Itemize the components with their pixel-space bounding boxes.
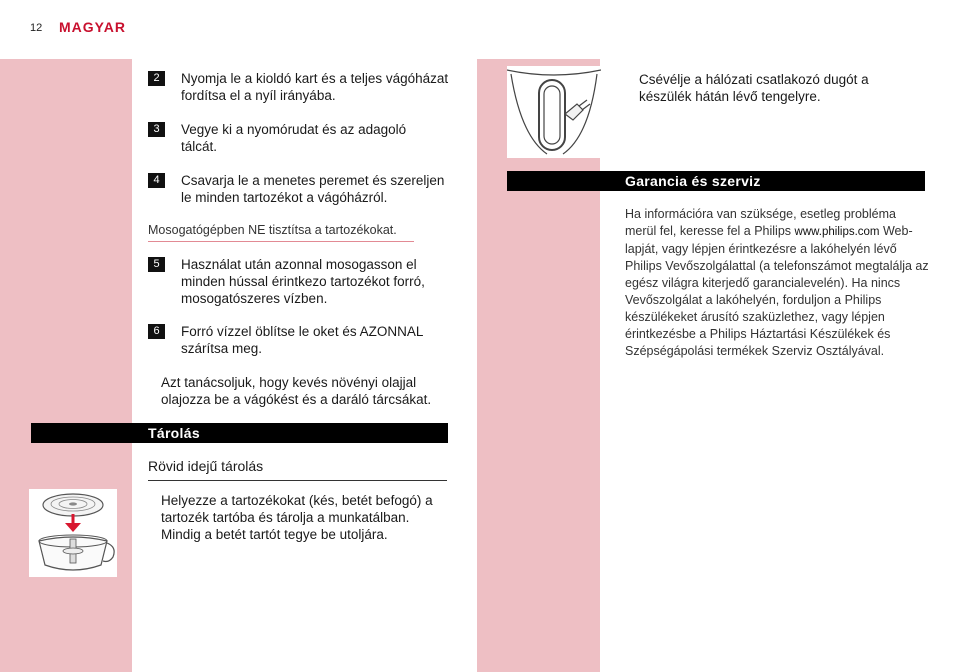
step-text-6: Forró vízzel öblítse le oket és AZONNAL szárítsa meg. [181,324,423,356]
warranty-text-intro: Ha információra van szüksége, esetleg probléma merül fel, keresse fel a Philips [625,207,896,238]
oil-tip: Azt tanácsoljuk, hogy kevés növényi olajjal olajozza be a vágókést és a daráló tárcsákat. [161,375,432,407]
step-number-4: 4 [148,173,165,188]
storage-section-title: Tárolás [148,425,200,441]
cord-winding-illustration [507,66,601,158]
storage-illustration [29,489,117,577]
language-heading: MAGYAR [59,19,126,35]
philips-website-url: www.philips.com [794,226,880,238]
short-storage-subheading: Rövid idejű tárolás [148,458,264,474]
step-text-4: Csavarja le a menetes peremet és szereljen le minden tartozékot a vágóházról. [181,173,445,205]
storage-instructions: Helyezze a tartozékokat (kés, betét befogó) a tartozék tartóba és tárolja a munkatálban. Mindig a betét tartót tegye be utoljára. [161,493,433,542]
warranty-text-rest: Web-lapját, vagy lépjen érintkezésre a lakóhelyén lévő Philips Vevőszolgálattal (a telefonszámot megtalálja az egész világra kiterjedő garancialevelén). Ha nincs Vevőszolgálat a lakóhelyén, forduljon a Philips készülékeket árusító szaküzlethez, vagy lépjen érintkezésbe a Philips Háztartási Készülékek és Szépségápolási termékek Szerviz Osztályával. [625,224,929,358]
step-number-3: 3 [148,122,165,137]
dishwasher-warning: Mosogatógépben NE tisztítsa a tartozékokat. [148,222,414,242]
step-number-2: 2 [148,71,165,86]
step-text-5: Használat után azonnal mosogasson el minden hússal érintkezo tartozékot forró, mosogatószeres vízben. [181,257,425,306]
step-text-3: Vegye ki a nyomórudat és az adagoló tálcát. [181,122,407,154]
step-number-5: 5 [148,257,165,272]
page-number: 12 [30,22,43,34]
subheading-rule [148,480,447,481]
cord-instructions: Csévélje a hálózati csatlakozó dugót a készülék hátán lévő tengelyre. [639,72,869,104]
warranty-text [625,206,930,360]
storage-section-bar [31,423,448,443]
left-pink-column [0,59,132,672]
step-text-2: Nyomja le a kioldó kart és a teljes vágóházat fordítsa el a nyíl irányába. [181,71,449,103]
warranty-section-title: Garancia és szerviz [625,173,761,189]
step-number-6: 6 [148,324,165,339]
